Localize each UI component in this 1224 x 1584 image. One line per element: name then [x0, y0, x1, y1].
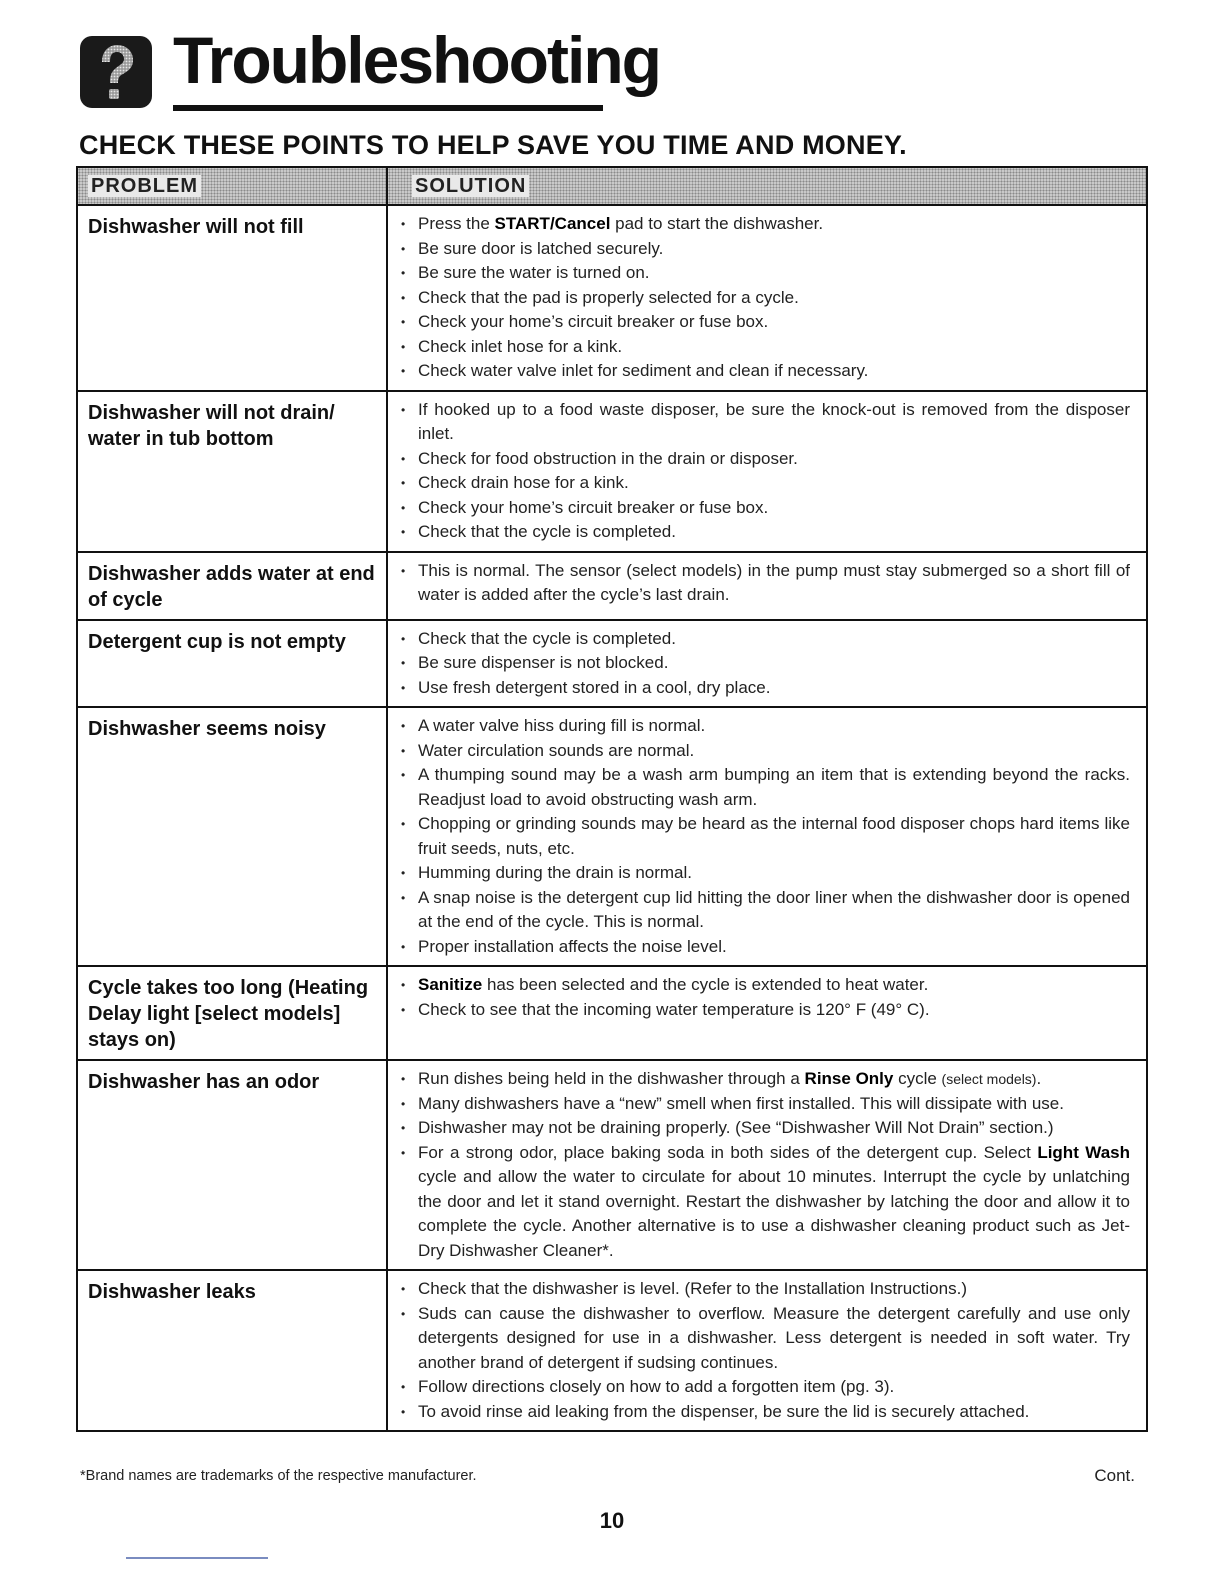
solution-item: • Suds can cause the dishwasher to overflow. Measure the detergent carefully and use only detergents designed for use in a dishwasher. Less detergent is needed in soft water. Try another brand of detergent if sudsing continues.: [398, 1302, 1130, 1376]
solution-item: • Use fresh detergent stored in a cool, dry place.: [398, 676, 1130, 701]
column-header-solution: SOLUTION: [387, 167, 1147, 205]
solution-item: • Many dishwashers have a “new” smell when first installed. This will dissipate with use.: [398, 1092, 1130, 1117]
solution-item: • Be sure door is latched securely.: [398, 237, 1130, 262]
solution-cell: [387, 391, 1147, 552]
bottom-rule: [126, 1557, 268, 1559]
solution-item: • To avoid rinse aid leaking from the dispenser, be sure the lid is securely attached.: [398, 1400, 1130, 1425]
continued-label: Cont.: [1094, 1466, 1135, 1485]
solution-item: • Check that the cycle is completed.: [398, 627, 1130, 652]
solution-item: • Sanitize has been selected and the cycle is extended to heat water.: [398, 973, 1130, 998]
solution-cell: [387, 966, 1147, 1060]
solution-cell: [387, 707, 1147, 966]
solution-list: [398, 714, 1130, 959]
solution-item: • Check to see that the incoming water temperature is 120° F (49° C).: [398, 998, 1130, 1023]
problem-cell: Dishwasher has an odor: [77, 1060, 387, 1270]
solution-cell: [387, 620, 1147, 708]
solution-cell: [387, 205, 1147, 391]
table-header-row: [77, 167, 1147, 205]
page-subtitle: CHECK THESE POINTS TO HELP SAVE YOU TIME AND MONEY.: [79, 130, 907, 160]
solution-item: • For a strong odor, place baking soda in both sides of the detergent cup. Select Light Wash cycle and allow the water to circulate for about 10 minutes. Interrupt the cycle by unlatching the door and let it stand overnight. Restart the dishwasher by latching the door and allow it to complete the cycle. Another alternative is to use a dishwasher cleaning product such as Jet-Dry Dishwasher Cleaner*.: [398, 1141, 1130, 1264]
column-header-problem: PROBLEM: [77, 167, 387, 205]
solution-item: • Humming during the drain is normal.: [398, 861, 1130, 886]
table-row: [77, 707, 1147, 966]
problem-cell: Dishwasher adds water at end of cycle: [77, 552, 387, 620]
problem-cell: Cycle takes too long (Heating Delay light [select models] stays on): [77, 966, 387, 1060]
bold-term: Rinse Only: [804, 1069, 894, 1088]
table-row: [77, 1060, 1147, 1270]
solution-list: [398, 559, 1130, 608]
solution-item: • This is normal. The sensor (select models) in the pump must stay submerged so a short fill of water is added after the cycle’s last drain.: [398, 559, 1130, 608]
solution-list: [398, 1277, 1130, 1424]
solution-item: • Check drain hose for a kink.: [398, 471, 1130, 496]
bold-term: Sanitize: [418, 975, 483, 994]
solution-item: • Proper installation affects the noise level.: [398, 935, 1130, 960]
bold-term: Light Wash: [1037, 1142, 1131, 1162]
page-title: Troubleshooting: [173, 23, 660, 97]
table-row: [77, 205, 1147, 391]
solution-cell: [387, 1270, 1147, 1431]
solution-item: • Check that the cycle is completed.: [398, 520, 1130, 545]
solution-item: • A water valve hiss during fill is normal.: [398, 714, 1130, 739]
problem-cell: Dishwasher leaks: [77, 1270, 387, 1431]
solution-item: • If hooked up to a food waste disposer, be sure the knock-out is removed from the disposer inlet.: [398, 398, 1130, 447]
solution-item: • Check that the pad is properly selected for a cycle.: [398, 286, 1130, 311]
solution-item: • Check inlet hose for a kink.: [398, 335, 1130, 360]
solution-item: • Run dishes being held in the dishwasher through a Rinse Only cycle (select models).: [398, 1067, 1130, 1092]
solution-item: • Be sure the water is turned on.: [398, 261, 1130, 286]
table-row: [77, 966, 1147, 1060]
solution-item: • Check your home’s circuit breaker or fuse box.: [398, 310, 1130, 335]
solution-item: • Check that the dishwasher is level. (Refer to the Installation Instructions.): [398, 1277, 1130, 1302]
problem-cell: Dishwasher seems noisy: [77, 707, 387, 966]
table-row: [77, 1270, 1147, 1431]
solution-item: • Check for food obstruction in the drain or disposer.: [398, 447, 1130, 472]
solution-item: • Check water valve inlet for sediment and clean if necessary.: [398, 359, 1130, 384]
solution-item: • A thumping sound may be a wash arm bumping an item that is extending beyond the racks. Readjust load to avoid obstructing wash arm.: [398, 763, 1130, 812]
bold-term: START/Cancel: [494, 214, 611, 233]
solution-item: • Dishwasher may not be draining properly. (See “Dishwasher Will Not Drain” section.): [398, 1116, 1130, 1141]
solution-list: [398, 212, 1130, 384]
solution-cell: [387, 1060, 1147, 1270]
solution-item: • Water circulation sounds are normal.: [398, 739, 1130, 764]
solution-list: [398, 973, 1130, 1022]
table-row: [77, 391, 1147, 552]
question-mark-icon: [80, 36, 152, 108]
small-note: (select models): [941, 1071, 1037, 1087]
title-underline: [173, 105, 603, 111]
solution-item: • Chopping or grinding sounds may be heard as the internal food disposer chops hard items like fruit seeds, nuts, etc.: [398, 812, 1130, 861]
trademark-footnote: *Brand names are trademarks of the respective manufacturer.: [80, 1468, 477, 1484]
solution-item: • A snap noise is the detergent cup lid hitting the door liner when the dishwasher door is opened at the end of the cycle. This is normal.: [398, 886, 1130, 935]
solution-item: • Press the START/Cancel pad to start the dishwasher.: [398, 212, 1130, 237]
table-row: [77, 552, 1147, 620]
problem-cell: Dishwasher will not drain/ water in tub bottom: [77, 391, 387, 552]
solution-list: [398, 398, 1130, 545]
solution-item: • Follow directions closely on how to add a forgotten item (pg. 3).: [398, 1375, 1130, 1400]
troubleshooting-table: [76, 166, 1148, 1432]
table-row: [77, 620, 1147, 708]
problem-cell: Detergent cup is not empty: [77, 620, 387, 708]
solution-list: [398, 627, 1130, 701]
problem-cell: Dishwasher will not fill: [77, 205, 387, 391]
solution-list: [398, 1067, 1130, 1263]
page-number: 10: [599, 1508, 625, 1533]
solution-item: • Check your home’s circuit breaker or fuse box.: [398, 496, 1130, 521]
solution-item: • Be sure dispenser is not blocked.: [398, 651, 1130, 676]
solution-cell: [387, 552, 1147, 620]
